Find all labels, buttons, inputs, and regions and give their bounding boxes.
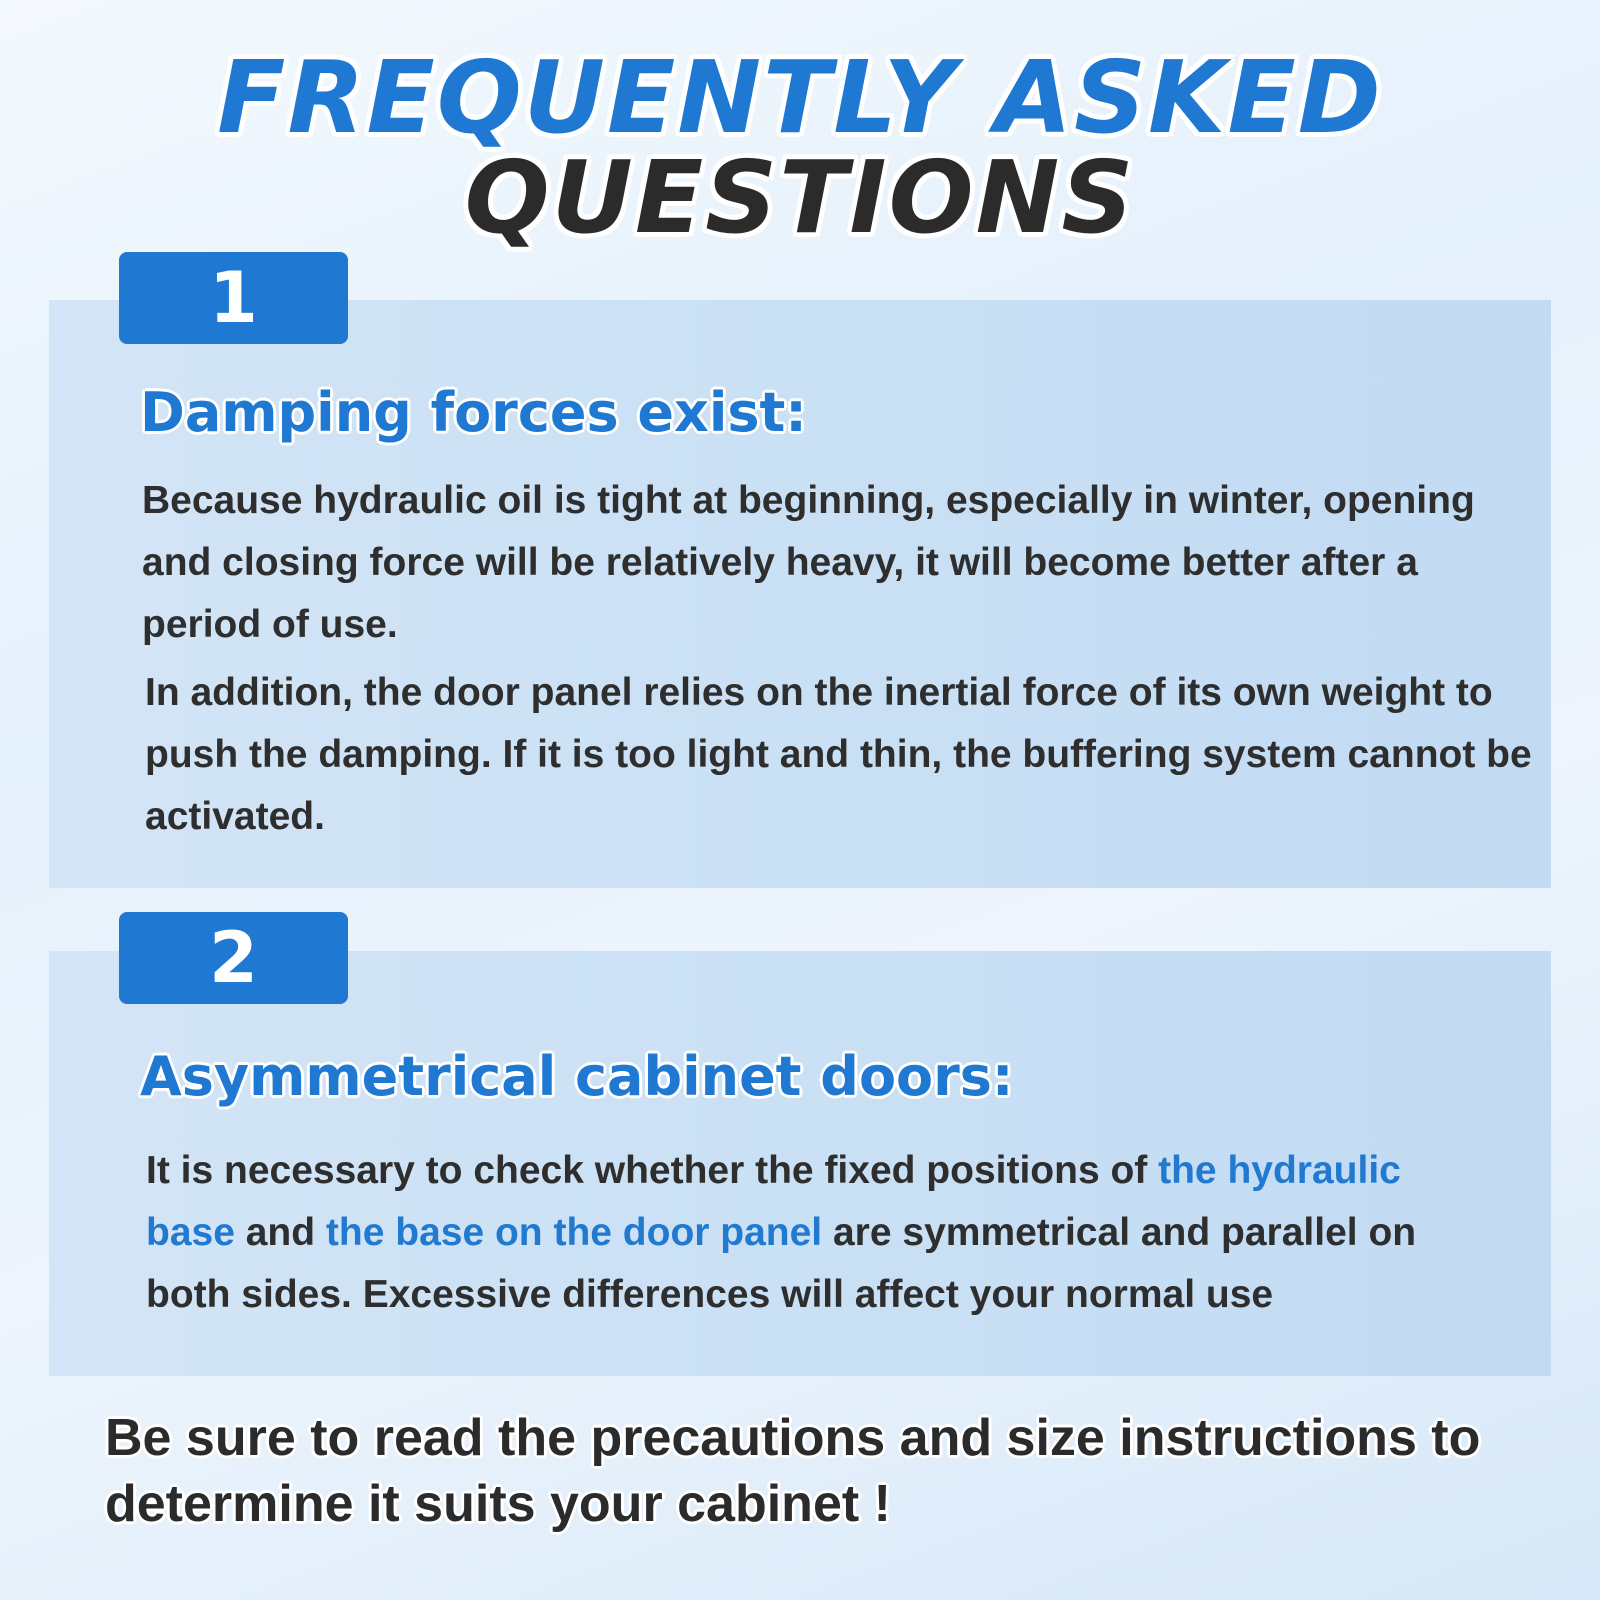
faq-1-paragraph-1: Because hydraulic oil is tight at beginning, especially in winter, opening and closing force will be relatively heavy, it will become better after a period of use. — [142, 479, 1475, 646]
footer-note: Be sure to read the precautions and size instructions to determine it suits your cabinet ! — [105, 1409, 1481, 1533]
faq-number-badge-2: 2 — [119, 912, 348, 1004]
title-line-2: QUESTIONS — [464, 139, 1136, 256]
faq-2-text-part-1: It is necessary to check whether the fixed positions of — [146, 1149, 1159, 1192]
faq-2-text-part-2: and — [234, 1211, 326, 1254]
title-line-1: FREQUENTLY ASKED — [217, 39, 1383, 156]
faq-2-highlight-door-panel-base: the base on the door panel — [325, 1211, 823, 1254]
faq-2-highlight-hydraulic-base: the hydraulic base — [146, 1149, 1401, 1254]
faq-heading-1: Damping forces exist: — [140, 381, 807, 444]
faq-heading-2: Asymmetrical cabinet doors: — [140, 1045, 1014, 1108]
faq-2-text-part-3: are symmetrical and parallel on both sides. Excessive differences will affect your normal use — [146, 1211, 1417, 1316]
faq-number-badge-1: 1 — [119, 252, 348, 344]
faq-2-paragraph — [146, 1140, 1496, 1326]
faq-1-paragraph-2: In addition, the door panel relies on the inertial force of its own weight to push the damping. If it is too light and thin, the buffering system cannot be activated. — [145, 671, 1532, 838]
